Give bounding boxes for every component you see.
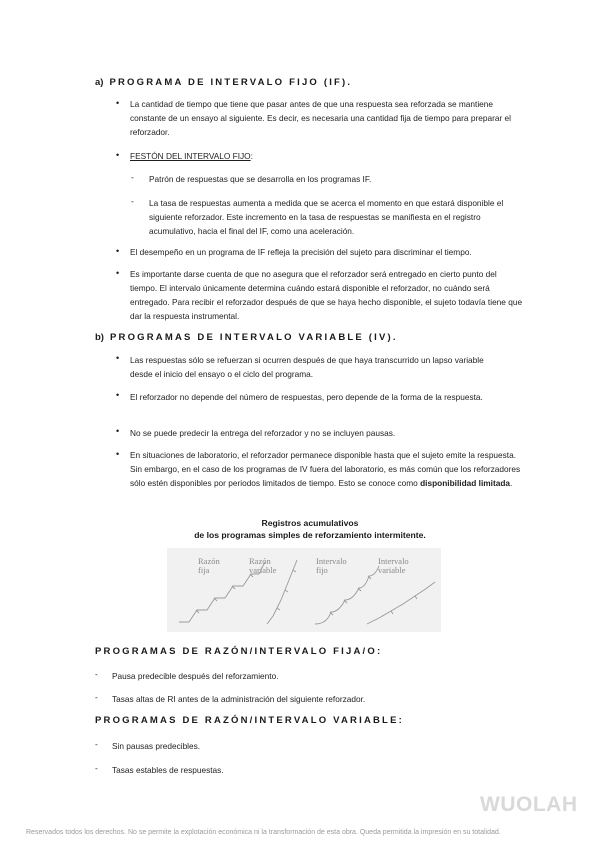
disponibilidad-limitada-term: disponibilidad limitada [420,478,510,488]
section-a-bullet-1: La cantidad de tiempo que tiene que pasar antes de que una respuesta sea reforzada se mantiene constante de un ensayo al siguiente. Es decir, es necesaria una cantidad fija de tiempo para preparar el reforzador. [130,99,511,137]
panel-label-line: Razón [249,556,271,566]
panel-label-line: variable [378,565,406,575]
section-c-item-2: Tasas altas de RI antes de la administración del siguiente reforzador. [112,694,366,704]
section-b-bullet-4 [130,448,525,490]
section-b-heading [95,332,398,343]
feston-title: FESTÓN DEL INTERVALO FIJO [130,151,251,161]
feston-sub-item-1: Patrón de respuestas que se desarrolla en los programas IF. [149,174,372,184]
panel-label-fixed-ratio [198,557,220,575]
section-b-bullet-2: El reforzador no depende del número de respuestas, pero depende de la forma de la respuesta. [130,392,483,402]
feston-colon: : [250,151,253,161]
bullet-icon: • [116,353,120,363]
wuolah-logo: WUOLAH [480,793,578,816]
section-b-marker: b) [95,332,104,343]
dash-icon: - [131,196,134,206]
bullet-icon: • [116,268,120,278]
section-b-bullet-3: No se puede predecir la entrega del reforzador y no se incluyen pausas. [130,428,396,438]
section-a-title: PROGRAMA DE INTERVALO FIJO (IF). [109,77,353,88]
section-c-item-1: Pausa predecible después del reforzamiento. [112,671,279,681]
bullet-icon: • [116,426,120,436]
bullet-icon: • [116,150,120,160]
figure-title-line-1: Registros acumulativos [261,518,359,528]
bullet-icon: • [116,246,120,256]
panel-label-line: fija [198,565,210,575]
dash-icon: - [131,172,134,182]
bullet-icon: • [116,449,120,459]
dash-icon: - [95,763,98,773]
feston-heading [130,149,525,163]
panel-label-fixed-interval [316,557,347,575]
cumulative-records-figure [167,548,441,632]
section-b-title: PROGRAMAS DE INTERVALO VARIABLE (IV). [109,332,398,343]
copyright-footer: Reservados todos los derechos. No se permite la explotación económica ni la transformación de esta obra. Queda permitida la impresión en su totalidad. [26,829,501,836]
section-d-item-1: Sin pausas predecibles. [112,741,201,751]
panel-label-line: variable [249,565,277,575]
section-b-bullet-4-text: En situaciones de laboratorio, el reforzador permanece disponible hasta que el sujeto emite la respuesta. Sin embargo, en el caso de los programas de IV fuera del laboratorio, es más común que los reforzadores sólo estén disponibles por periodos limitados de tiempo. Esto se conoce como [130,450,521,488]
panel-label-variable-interval [378,557,409,575]
bullet-icon: • [116,390,120,400]
dash-icon: - [95,692,98,702]
section-b-bullet-1: Las respuestas sólo se refuerzan si ocurren después de que haya transcurrido un lapso variable desde el inicio del ensayo o el ciclo del programa. [130,355,484,379]
section-b-bullet-4-end: . [510,478,513,488]
bullet-icon: • [116,98,120,108]
variable-interval-record [367,582,435,624]
section-d-item-2: Tasas estables de respuestas. [112,765,224,775]
dash-icon: - [95,669,98,679]
panel-label-line: Intervalo [316,556,347,566]
figure-title [160,518,460,541]
section-a-bullet-3: El desempeño en un programa de IF refleja la precisión del sujeto para discriminar el tiempo. [130,247,472,257]
panel-label-variable-ratio [249,557,276,575]
section-d-title: PROGRAMAS DE RAZÓN/INTERVALO VARIABLE: [95,715,404,726]
panel-label-line: Razón [198,556,220,566]
section-c-title: PROGRAMAS DE RAZÓN/INTERVALO FIJA/O: [95,646,383,657]
section-a-marker: a) [95,77,104,88]
panel-label-line: fijo [316,565,328,575]
section-a-heading [95,77,352,88]
feston-sub-item-2: La tasa de respuestas aumenta a medida que se acerca el momento en que estará disponible el siguiente reforzador. Este incremento en la tasa de respuestas se manifiesta en el registro acumulativo, hacia el final del IF, como una aceleración. [149,198,504,236]
figure-title-line-2: de los programas simples de reforzamiento intermitente. [194,529,426,540]
dash-icon: - [95,739,98,749]
section-a-bullet-4: Es importante darse cuenta de que no asegura que el reforzador será entregado en cierto punto del tiempo. El intervalo únicamente determina cuándo estará disponible el reforzador, no cuándo será entregado. Para recibir el reforzador después de que se haya hecho disponible, el sujeto todavía tiene que dar la respuesta instrumental. [130,269,523,321]
panel-label-line: Intervalo [378,556,409,566]
